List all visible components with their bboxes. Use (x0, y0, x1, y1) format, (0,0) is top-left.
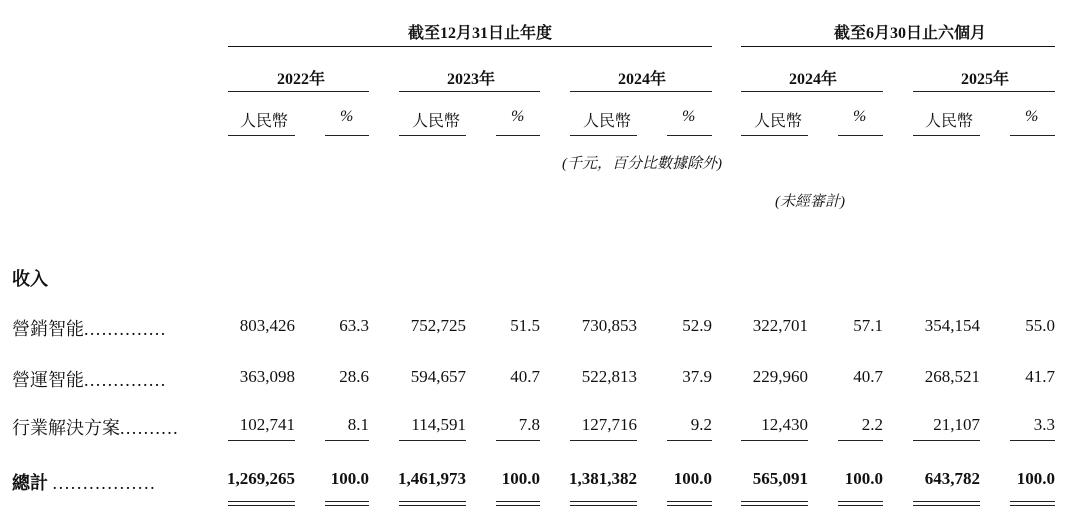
cell-percent: 28.6 (339, 367, 369, 386)
row-label-operations-intelligence (12, 366, 167, 392)
percent-rule-2022 (325, 135, 369, 136)
total-percent: 100.0 (673, 469, 712, 488)
year-rule-2024-six-month (741, 91, 883, 92)
subtotal-rule (399, 440, 466, 441)
subtotal-rule (667, 440, 712, 441)
six-month-group-header: 截至6月30日止六個月 (834, 25, 987, 42)
cell-value: 363,098 (239, 367, 295, 386)
row-leader-dots: .............. (84, 319, 167, 339)
year-end-group-rule (228, 46, 712, 47)
cell-percent: 57.1 (853, 316, 883, 335)
double-rule-top (496, 501, 540, 502)
total-percent: 100.0 (330, 469, 369, 488)
double-rule-bottom (399, 505, 466, 506)
double-rule-top (570, 501, 637, 502)
row-label-text: 營運智能 (12, 370, 84, 390)
currency-rule-2023 (399, 135, 466, 136)
cell-percent: 63.3 (339, 316, 369, 335)
double-rule-bottom (496, 505, 540, 506)
percent-header-2023: % (511, 108, 525, 125)
currency-rule-2022 (228, 135, 295, 136)
year-header-2025: 2025年 (961, 71, 1010, 88)
cell-value: 354,154 (924, 316, 980, 335)
cell-percent: 8.1 (347, 415, 369, 434)
double-rule-bottom (570, 505, 637, 506)
percent-rule-2023 (496, 135, 540, 136)
double-rule-top (1010, 501, 1055, 502)
cell-value: 322,701 (752, 316, 808, 335)
total-value: 565,091 (752, 469, 808, 488)
row-label-text: 總計 (12, 473, 48, 493)
total-percent: 100.0 (1016, 469, 1055, 488)
total-percent: 100.0 (844, 469, 883, 488)
year-end-group-header: 截至12月31日止年度 (408, 25, 553, 42)
subtotal-rule (838, 440, 883, 441)
currency-header-2024-six-month: 人民幣 (754, 113, 803, 130)
double-rule-bottom (1010, 505, 1055, 506)
double-rule-bottom (913, 505, 980, 506)
percent-rule-2024-six-month (838, 135, 883, 136)
cell-percent: 41.7 (1025, 367, 1055, 386)
subtotal-rule (325, 440, 369, 441)
cell-value: 21,107 (933, 415, 980, 434)
cell-percent: 7.8 (518, 415, 540, 434)
cell-percent: 40.7 (853, 367, 883, 386)
row-label-total (12, 469, 156, 495)
note-unaudited: (未經審計) (775, 194, 845, 210)
currency-rule-2024 (570, 135, 637, 136)
double-rule-top (667, 501, 712, 502)
double-rule-bottom (228, 505, 295, 506)
cell-value: 594,657 (410, 367, 466, 386)
cell-percent: 2.2 (861, 415, 883, 434)
cell-value: 127,716 (581, 415, 637, 434)
cell-percent: 3.3 (1033, 415, 1055, 434)
year-rule-2024 (570, 91, 712, 92)
year-rule-2023 (399, 91, 540, 92)
double-rule-top (228, 501, 295, 502)
currency-header-2024: 人民幣 (583, 113, 632, 130)
double-rule-bottom (838, 505, 883, 506)
cell-value: 114,591 (411, 415, 466, 434)
percent-header-2024-six-month: % (853, 108, 867, 125)
total-value: 1,269,265 (227, 469, 295, 488)
double-rule-top (325, 501, 369, 502)
cell-percent: 40.7 (510, 367, 540, 386)
subtotal-rule (913, 440, 980, 441)
year-rule-2025 (913, 91, 1055, 92)
double-rule-top (913, 501, 980, 502)
percent-header-2022: % (340, 108, 354, 125)
cell-value: 730,853 (581, 316, 637, 335)
currency-header-2022: 人民幣 (240, 113, 289, 130)
double-rule-top (399, 501, 466, 502)
year-header-2024: 2024年 (618, 71, 667, 88)
cell-percent: 9.2 (690, 415, 712, 434)
double-rule-bottom (741, 505, 808, 506)
subtotal-rule (496, 440, 540, 441)
total-value: 1,461,973 (398, 469, 466, 488)
section-title: 收入 (12, 269, 48, 289)
row-label-text: 營銷智能 (12, 319, 84, 339)
row-leader-dots: .......... (120, 418, 179, 438)
cell-value: 102,741 (239, 415, 295, 434)
row-label-text: 行業解決方案 (12, 418, 120, 438)
cell-value: 229,960 (752, 367, 808, 386)
six-month-group-rule (741, 46, 1055, 47)
cell-percent: 55.0 (1025, 316, 1055, 335)
subtotal-rule (741, 440, 808, 441)
cell-value: 268,521 (924, 367, 980, 386)
note-thousands: (千元，百分比數據除外) (562, 156, 722, 172)
double-rule-top (741, 501, 808, 502)
total-value: 1,381,382 (569, 469, 637, 488)
subtotal-rule (228, 440, 295, 441)
cell-value: 12,430 (761, 415, 808, 434)
double-rule-top (838, 501, 883, 502)
percent-rule-2024 (667, 135, 712, 136)
currency-rule-2024-six-month (741, 135, 808, 136)
row-leader-dots: ................. (52, 473, 157, 493)
year-header-2023: 2023年 (447, 71, 496, 88)
subtotal-rule (1010, 440, 1055, 441)
percent-header-2025: % (1025, 108, 1039, 125)
year-rule-2022 (228, 91, 369, 92)
cell-percent: 37.9 (682, 367, 712, 386)
subtotal-rule (570, 440, 637, 441)
row-label-industry-solutions (12, 414, 179, 440)
cell-value: 752,725 (410, 316, 466, 335)
cell-percent: 52.9 (682, 316, 712, 335)
currency-header-2023: 人民幣 (412, 113, 461, 130)
cell-percent: 51.5 (510, 316, 540, 335)
row-leader-dots: .............. (84, 370, 167, 390)
total-value: 643,782 (924, 469, 980, 488)
percent-rule-2025 (1010, 135, 1055, 136)
currency-header-2025: 人民幣 (925, 113, 974, 130)
cell-value: 803,426 (239, 316, 295, 335)
double-rule-bottom (667, 505, 712, 506)
cell-value: 522,813 (581, 367, 637, 386)
row-label-marketing-intelligence (12, 315, 167, 341)
currency-rule-2025 (913, 135, 980, 136)
total-percent: 100.0 (501, 469, 540, 488)
year-header-2022: 2022年 (277, 71, 326, 88)
percent-header-2024: % (682, 108, 696, 125)
year-header-2024-six-month: 2024年 (789, 71, 838, 88)
double-rule-bottom (325, 505, 369, 506)
